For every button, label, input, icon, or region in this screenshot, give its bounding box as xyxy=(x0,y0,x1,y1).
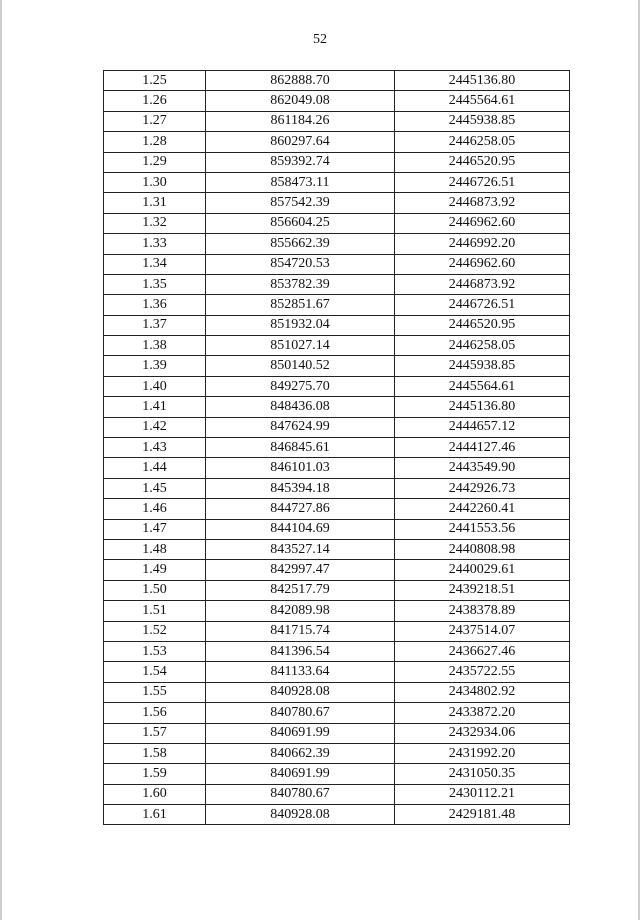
x-coordinate-cell: 840691.99 xyxy=(206,764,395,784)
y-coordinate-cell: 2446873.92 xyxy=(395,274,570,294)
point-id-cell: 1.52 xyxy=(104,621,206,641)
table-row xyxy=(104,152,570,172)
table-row xyxy=(104,499,570,519)
point-id-cell: 1.43 xyxy=(104,438,206,458)
table-row xyxy=(104,764,570,784)
y-coordinate-cell: 2431050.35 xyxy=(395,764,570,784)
x-coordinate-cell: 840780.67 xyxy=(206,784,395,804)
table-row xyxy=(104,172,570,192)
table-row xyxy=(104,723,570,743)
y-coordinate-cell: 2446962.60 xyxy=(395,254,570,274)
table-row xyxy=(104,641,570,661)
y-coordinate-cell: 2444657.12 xyxy=(395,417,570,437)
x-coordinate-cell: 851932.04 xyxy=(206,315,395,335)
table-row xyxy=(104,805,570,825)
table-row xyxy=(104,539,570,559)
y-coordinate-cell: 2432934.06 xyxy=(395,723,570,743)
x-coordinate-cell: 862888.70 xyxy=(206,71,395,91)
point-id-cell: 1.40 xyxy=(104,376,206,396)
point-id-cell: 1.46 xyxy=(104,499,206,519)
y-coordinate-cell: 2446258.05 xyxy=(395,132,570,152)
table-row xyxy=(104,560,570,580)
x-coordinate-cell: 840662.39 xyxy=(206,743,395,763)
x-coordinate-cell: 840928.08 xyxy=(206,805,395,825)
table-row xyxy=(104,784,570,804)
point-id-cell: 1.58 xyxy=(104,743,206,763)
point-id-cell: 1.36 xyxy=(104,295,206,315)
y-coordinate-cell: 2446873.92 xyxy=(395,193,570,213)
y-coordinate-cell: 2444127.46 xyxy=(395,438,570,458)
table-row xyxy=(104,295,570,315)
table-row xyxy=(104,478,570,498)
x-coordinate-cell: 856604.25 xyxy=(206,213,395,233)
x-coordinate-cell: 861184.26 xyxy=(206,111,395,131)
x-coordinate-cell: 842089.98 xyxy=(206,601,395,621)
x-coordinate-cell: 850140.52 xyxy=(206,356,395,376)
table-row xyxy=(104,91,570,111)
table-row xyxy=(104,376,570,396)
point-id-cell: 1.25 xyxy=(104,71,206,91)
y-coordinate-cell: 2443549.90 xyxy=(395,458,570,478)
point-id-cell: 1.29 xyxy=(104,152,206,172)
y-coordinate-cell: 2445564.61 xyxy=(395,91,570,111)
table-row xyxy=(104,213,570,233)
point-id-cell: 1.35 xyxy=(104,274,206,294)
table-row xyxy=(104,662,570,682)
point-id-cell: 1.39 xyxy=(104,356,206,376)
point-id-cell: 1.26 xyxy=(104,91,206,111)
table-row xyxy=(104,254,570,274)
point-id-cell: 1.37 xyxy=(104,315,206,335)
point-id-cell: 1.53 xyxy=(104,641,206,661)
point-id-cell: 1.45 xyxy=(104,478,206,498)
point-id-cell: 1.41 xyxy=(104,397,206,417)
table-row xyxy=(104,743,570,763)
table-row xyxy=(104,336,570,356)
y-coordinate-cell: 2442926.73 xyxy=(395,478,570,498)
y-coordinate-cell: 2438378.89 xyxy=(395,601,570,621)
y-coordinate-cell: 2434802.92 xyxy=(395,682,570,702)
y-coordinate-cell: 2445136.80 xyxy=(395,397,570,417)
x-coordinate-cell: 846845.61 xyxy=(206,438,395,458)
x-coordinate-cell: 854720.53 xyxy=(206,254,395,274)
x-coordinate-cell: 851027.14 xyxy=(206,336,395,356)
y-coordinate-cell: 2433872.20 xyxy=(395,703,570,723)
x-coordinate-cell: 862049.08 xyxy=(206,91,395,111)
y-coordinate-cell: 2445564.61 xyxy=(395,376,570,396)
y-coordinate-cell: 2440808.98 xyxy=(395,539,570,559)
x-coordinate-cell: 846101.03 xyxy=(206,458,395,478)
y-coordinate-cell: 2446726.51 xyxy=(395,295,570,315)
y-coordinate-cell: 2441553.56 xyxy=(395,519,570,539)
x-coordinate-cell: 849275.70 xyxy=(206,376,395,396)
x-coordinate-cell: 855662.39 xyxy=(206,234,395,254)
table-row xyxy=(104,621,570,641)
page-number: 52 xyxy=(313,32,327,47)
x-coordinate-cell: 857542.39 xyxy=(206,193,395,213)
point-id-cell: 1.61 xyxy=(104,805,206,825)
point-id-cell: 1.47 xyxy=(104,519,206,539)
x-coordinate-cell: 848436.08 xyxy=(206,397,395,417)
x-coordinate-cell: 841396.54 xyxy=(206,641,395,661)
y-coordinate-cell: 2430112.21 xyxy=(395,784,570,804)
x-coordinate-cell: 844727.86 xyxy=(206,499,395,519)
x-coordinate-cell: 840691.99 xyxy=(206,723,395,743)
x-coordinate-cell: 845394.18 xyxy=(206,478,395,498)
y-coordinate-cell: 2445938.85 xyxy=(395,356,570,376)
table-row xyxy=(104,274,570,294)
point-id-cell: 1.44 xyxy=(104,458,206,478)
table-row xyxy=(104,580,570,600)
x-coordinate-cell: 858473.11 xyxy=(206,172,395,192)
table-row xyxy=(104,315,570,335)
point-id-cell: 1.34 xyxy=(104,254,206,274)
point-id-cell: 1.27 xyxy=(104,111,206,131)
point-id-cell: 1.55 xyxy=(104,682,206,702)
point-id-cell: 1.49 xyxy=(104,560,206,580)
point-id-cell: 1.30 xyxy=(104,172,206,192)
x-coordinate-cell: 843527.14 xyxy=(206,539,395,559)
x-coordinate-cell: 844104.69 xyxy=(206,519,395,539)
x-coordinate-cell: 859392.74 xyxy=(206,152,395,172)
point-id-cell: 1.56 xyxy=(104,703,206,723)
y-coordinate-cell: 2435722.55 xyxy=(395,662,570,682)
x-coordinate-cell: 841133.64 xyxy=(206,662,395,682)
table-row xyxy=(104,234,570,254)
table-row xyxy=(104,519,570,539)
point-id-cell: 1.32 xyxy=(104,213,206,233)
y-coordinate-cell: 2440029.61 xyxy=(395,560,570,580)
y-coordinate-cell: 2446258.05 xyxy=(395,336,570,356)
y-coordinate-cell: 2445938.85 xyxy=(395,111,570,131)
y-coordinate-cell: 2442260.41 xyxy=(395,499,570,519)
point-id-cell: 1.50 xyxy=(104,580,206,600)
point-id-cell: 1.54 xyxy=(104,662,206,682)
table-row xyxy=(104,356,570,376)
point-id-cell: 1.51 xyxy=(104,601,206,621)
point-id-cell: 1.33 xyxy=(104,234,206,254)
table-row xyxy=(104,193,570,213)
table-row xyxy=(104,682,570,702)
x-coordinate-cell: 840928.08 xyxy=(206,682,395,702)
point-id-cell: 1.59 xyxy=(104,764,206,784)
y-coordinate-cell: 2431992.20 xyxy=(395,743,570,763)
point-id-cell: 1.57 xyxy=(104,723,206,743)
y-coordinate-cell: 2446962.60 xyxy=(395,213,570,233)
x-coordinate-cell: 847624.99 xyxy=(206,417,395,437)
y-coordinate-cell: 2445136.80 xyxy=(395,71,570,91)
table-body xyxy=(104,71,570,825)
y-coordinate-cell: 2437514.07 xyxy=(395,621,570,641)
point-id-cell: 1.60 xyxy=(104,784,206,804)
x-coordinate-cell: 840780.67 xyxy=(206,703,395,723)
y-coordinate-cell: 2446992.20 xyxy=(395,234,570,254)
y-coordinate-cell: 2446726.51 xyxy=(395,172,570,192)
table-row xyxy=(104,71,570,91)
scan-edge-left xyxy=(0,0,2,920)
x-coordinate-cell: 860297.64 xyxy=(206,132,395,152)
point-id-cell: 1.31 xyxy=(104,193,206,213)
table-row xyxy=(104,601,570,621)
table-row xyxy=(104,111,570,131)
table-row xyxy=(104,397,570,417)
x-coordinate-cell: 842997.47 xyxy=(206,560,395,580)
table-row xyxy=(104,458,570,478)
x-coordinate-cell: 852851.67 xyxy=(206,295,395,315)
coordinate-table xyxy=(103,70,570,825)
y-coordinate-cell: 2446520.95 xyxy=(395,315,570,335)
point-id-cell: 1.38 xyxy=(104,336,206,356)
table-row xyxy=(104,132,570,152)
table-row xyxy=(104,417,570,437)
table-row xyxy=(104,438,570,458)
y-coordinate-cell: 2439218.51 xyxy=(395,580,570,600)
x-coordinate-cell: 841715.74 xyxy=(206,621,395,641)
point-id-cell: 1.42 xyxy=(104,417,206,437)
x-coordinate-cell: 842517.79 xyxy=(206,580,395,600)
point-id-cell: 1.28 xyxy=(104,132,206,152)
y-coordinate-cell: 2446520.95 xyxy=(395,152,570,172)
x-coordinate-cell: 853782.39 xyxy=(206,274,395,294)
y-coordinate-cell: 2436627.46 xyxy=(395,641,570,661)
y-coordinate-cell: 2429181.48 xyxy=(395,805,570,825)
point-id-cell: 1.48 xyxy=(104,539,206,559)
table-row xyxy=(104,703,570,723)
